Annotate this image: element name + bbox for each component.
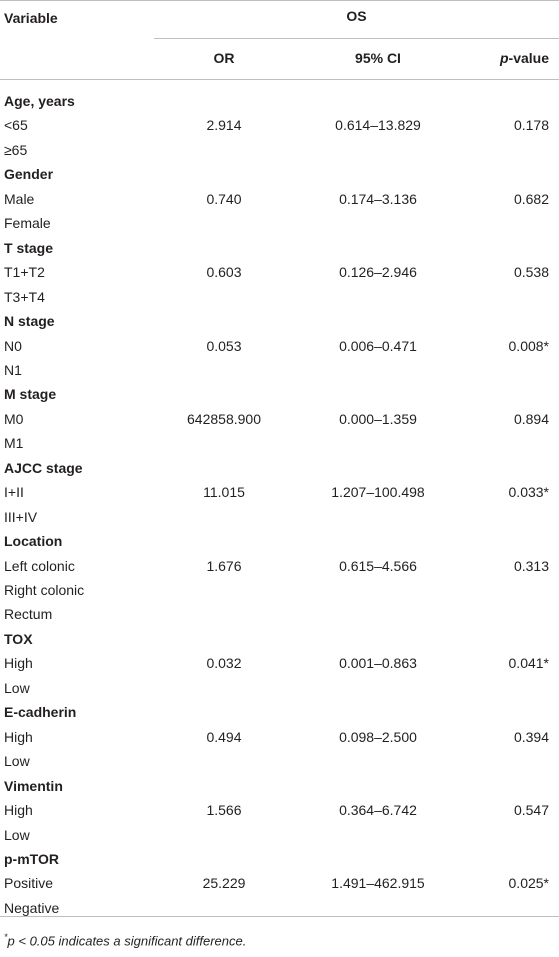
ci-value: 0.364–6.742 — [339, 802, 417, 819]
or-value: 642858.900 — [187, 410, 261, 427]
table-row — [0, 187, 559, 211]
group-header-row — [0, 774, 559, 798]
group-header-row — [0, 700, 559, 724]
p-value: 0.033* — [508, 484, 549, 501]
ci-value: 1.207–100.498 — [331, 484, 425, 501]
row-label: High — [4, 728, 33, 745]
group-header-row — [0, 309, 559, 333]
row-label: Negative — [4, 899, 60, 916]
row-label: <65 — [4, 117, 28, 134]
row-label: N0 — [4, 337, 22, 354]
group-header-row — [0, 89, 559, 113]
header-variable: Variable — [4, 10, 58, 26]
table-row — [0, 725, 559, 749]
os-rule — [154, 38, 559, 39]
p-value: 0.538 — [513, 264, 549, 281]
table-row — [0, 602, 559, 626]
group-header-row — [0, 382, 559, 406]
table-row — [0, 676, 559, 700]
table-row — [0, 871, 559, 895]
row-label: Low — [4, 753, 30, 770]
row-label: T1+T2 — [4, 264, 45, 281]
ci-value: 1.491–462.915 — [331, 875, 425, 892]
row-label: Rectum — [4, 606, 53, 623]
header-p-italic: p — [499, 50, 509, 66]
p-value: 0.008* — [508, 337, 549, 354]
table-row — [0, 285, 559, 309]
row-label: High — [4, 655, 33, 672]
row-label: Left colonic — [4, 557, 75, 574]
table-row — [0, 334, 559, 358]
table-row — [0, 749, 559, 773]
or-value: 0.494 — [206, 728, 242, 745]
table-row — [0, 480, 559, 504]
row-label: M1 — [4, 435, 24, 452]
or-value: 0.053 — [206, 337, 242, 354]
row-label: Positive — [4, 875, 54, 892]
row-label: M0 — [4, 410, 24, 427]
ci-value: 0.006–0.471 — [339, 337, 417, 354]
table-row — [0, 358, 559, 382]
row-label: I+II — [4, 484, 24, 501]
row-label: E-cadherin — [4, 704, 77, 721]
row-label: Female — [4, 215, 51, 232]
group-header-row — [0, 456, 559, 480]
table-row — [0, 823, 559, 847]
ci-value: 0.614–13.829 — [335, 117, 421, 134]
row-label: Vimentin — [4, 777, 63, 794]
group-header-row — [0, 162, 559, 186]
header-os: OS — [346, 8, 367, 24]
group-header-row — [0, 529, 559, 553]
row-label: Low — [4, 679, 30, 696]
table-row — [0, 431, 559, 455]
table-row — [0, 407, 559, 431]
p-value: 0.025* — [508, 875, 549, 892]
row-label: p-mTOR — [4, 850, 59, 867]
row-label: N stage — [4, 313, 55, 330]
row-label: T stage — [4, 239, 54, 256]
or-value: 0.032 — [206, 655, 242, 672]
p-value: 0.178 — [513, 117, 549, 134]
or-value: 1.566 — [206, 802, 242, 819]
group-header-row — [0, 847, 559, 871]
p-value: 0.547 — [513, 802, 549, 819]
group-header-row — [0, 627, 559, 651]
row-label: M stage — [4, 386, 57, 403]
row-label: ≥65 — [4, 141, 28, 158]
table-row — [0, 138, 559, 162]
row-label: Male — [4, 190, 35, 207]
ci-value: 0.000–1.359 — [339, 410, 417, 427]
row-label: Low — [4, 826, 30, 843]
row-label: AJCC stage — [4, 459, 83, 476]
ci-value: 0.001–0.863 — [339, 655, 417, 672]
table-row — [0, 798, 559, 822]
group-header-row — [0, 236, 559, 260]
table-row — [0, 113, 559, 137]
row-label: T3+T4 — [4, 288, 45, 305]
p-value: 0.682 — [513, 190, 549, 207]
table-bottom-rule — [0, 916, 559, 917]
or-value: 0.740 — [206, 190, 242, 207]
row-label: Location — [4, 533, 63, 550]
header-ci: 95% CI — [355, 50, 401, 66]
p-value: 0.394 — [513, 728, 549, 745]
footnote-star: * — [4, 932, 8, 942]
row-label: Age, years — [4, 93, 75, 109]
header-bottom-rule — [0, 79, 559, 80]
or-value: 0.603 — [206, 264, 242, 281]
table-row — [0, 651, 559, 675]
header-p-rest: -value — [508, 50, 549, 66]
table-row — [0, 211, 559, 235]
row-label: Gender — [4, 166, 54, 183]
ci-value: 0.126–2.946 — [339, 264, 417, 281]
p-value: 0.313 — [513, 557, 549, 574]
p-value: 0.894 — [513, 410, 549, 427]
ci-value: 0.098–2.500 — [339, 728, 417, 745]
p-value: 0.041* — [508, 655, 549, 672]
ci-value: 0.615–4.566 — [339, 557, 417, 574]
header-pvalue — [500, 48, 549, 68]
row-label: Right colonic — [4, 582, 85, 598]
ci-value: 0.174–3.136 — [339, 190, 417, 207]
or-value: 25.229 — [202, 875, 246, 892]
table-footnote — [4, 932, 246, 948]
footnote-text: < 0.05 indicates a significant difference. — [14, 933, 247, 949]
header-or: OR — [213, 50, 235, 66]
table-row — [0, 554, 559, 578]
table-row — [0, 260, 559, 284]
or-value: 2.914 — [206, 117, 242, 134]
row-label: III+IV — [4, 508, 38, 525]
or-value: 11.015 — [203, 484, 245, 501]
table-row — [0, 578, 559, 602]
table-top-rule — [0, 0, 559, 1]
table-row — [0, 505, 559, 529]
row-label: High — [4, 802, 33, 819]
or-value: 1.676 — [206, 557, 242, 574]
footnote-p: p — [7, 933, 15, 949]
row-label: N1 — [4, 361, 22, 378]
row-label: TOX — [4, 630, 33, 647]
